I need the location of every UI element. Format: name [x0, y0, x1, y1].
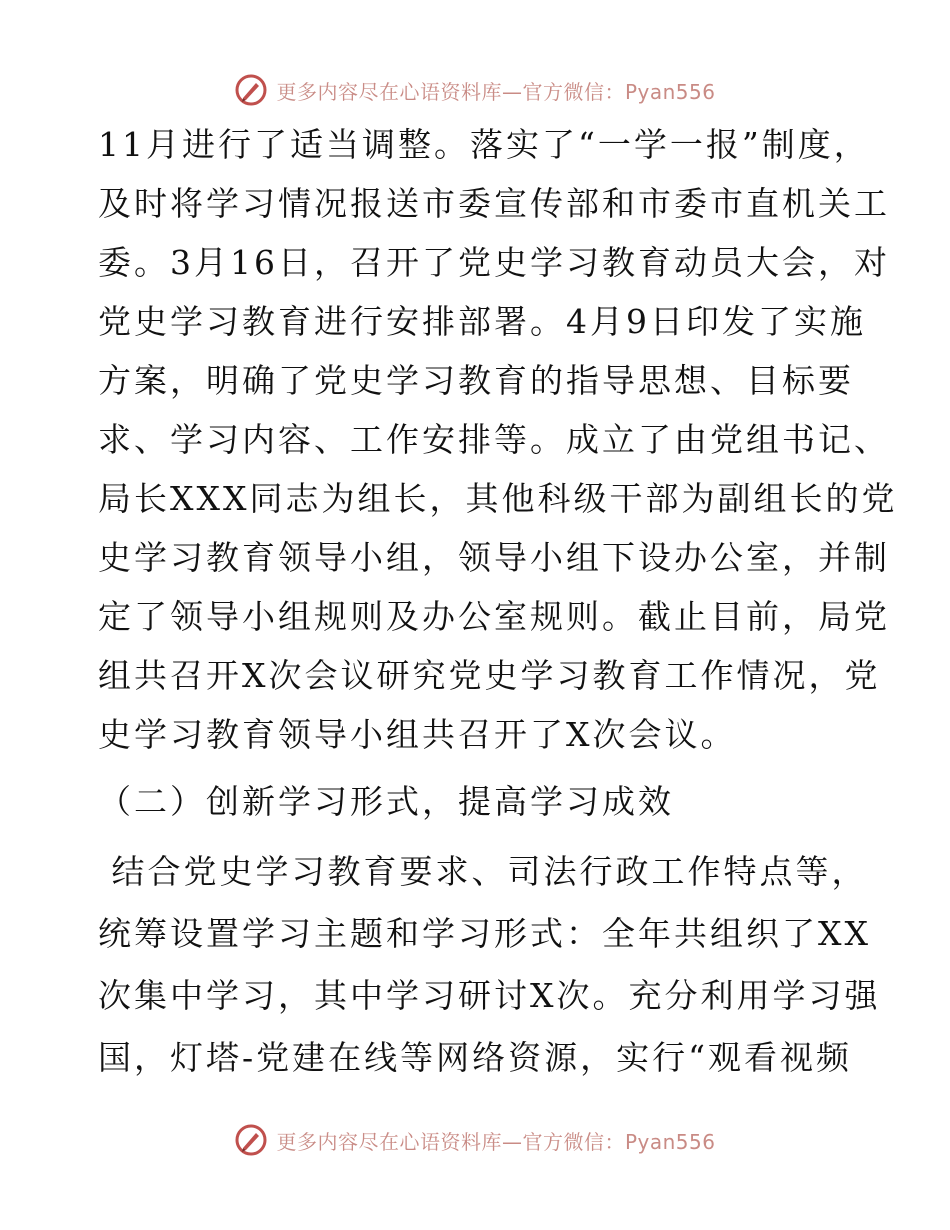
- paragraph-line: 求、学习内容、工作安排等。成立了由党组书记、: [98, 420, 890, 459]
- paragraph-line: 史学习教育领导小组共召开了X次会议。: [98, 715, 737, 754]
- watermark-text: 更多内容尽在心语资料库—官方微信：Pyan556: [276, 1129, 716, 1154]
- paragraph-line: 组共召开X次会议研究党史学习教育工作情况，党: [98, 656, 881, 695]
- paragraph-line: 11月进行了适当调整。落实了“一学一报”制度，: [98, 125, 870, 164]
- pen-logo-icon: [234, 1123, 268, 1157]
- footer-watermark: [0, 1120, 950, 1160]
- header-watermark: [0, 70, 950, 110]
- paragraph-line: 党史学习教育进行安排部署。4月9日印发了实施: [98, 302, 866, 341]
- pen-logo-icon: [234, 73, 268, 107]
- watermark-text: 更多内容尽在心语资料库—官方微信：Pyan556: [276, 79, 716, 104]
- section-heading: （二）创新学习形式，提高学习成效: [98, 782, 674, 821]
- paragraph-line: 统筹设置学习主题和学习形式：全年共组织了XX: [98, 914, 871, 953]
- paragraph-line: 史学习教育领导小组，领导小组下设办公室，并制: [98, 538, 890, 577]
- paragraph-line: 结合党史学习教育要求、司法行政工作特点等，: [98, 852, 868, 891]
- paragraph-line: 定了领导小组规则及办公室规则。截止目前，局党: [98, 597, 890, 636]
- paragraph-line: 国，灯塔-党建在线等网络资源，实行“观看视频: [98, 1038, 853, 1077]
- paragraph-line: 次集中学习，其中学习研讨X次。充分利用学习强: [98, 976, 881, 1015]
- paragraph-line: 局长XXX同志为组长，其他科级干部为副组长的党: [98, 479, 898, 518]
- paragraph-line: 委。3月16日，召开了党史学习教育动员大会，对: [98, 243, 890, 282]
- paragraph-line: 及时将学习情况报送市委宣传部和市委市直机关工: [98, 184, 890, 223]
- paragraph-line: 方案，明确了党史学习教育的指导思想、目标要: [98, 361, 854, 400]
